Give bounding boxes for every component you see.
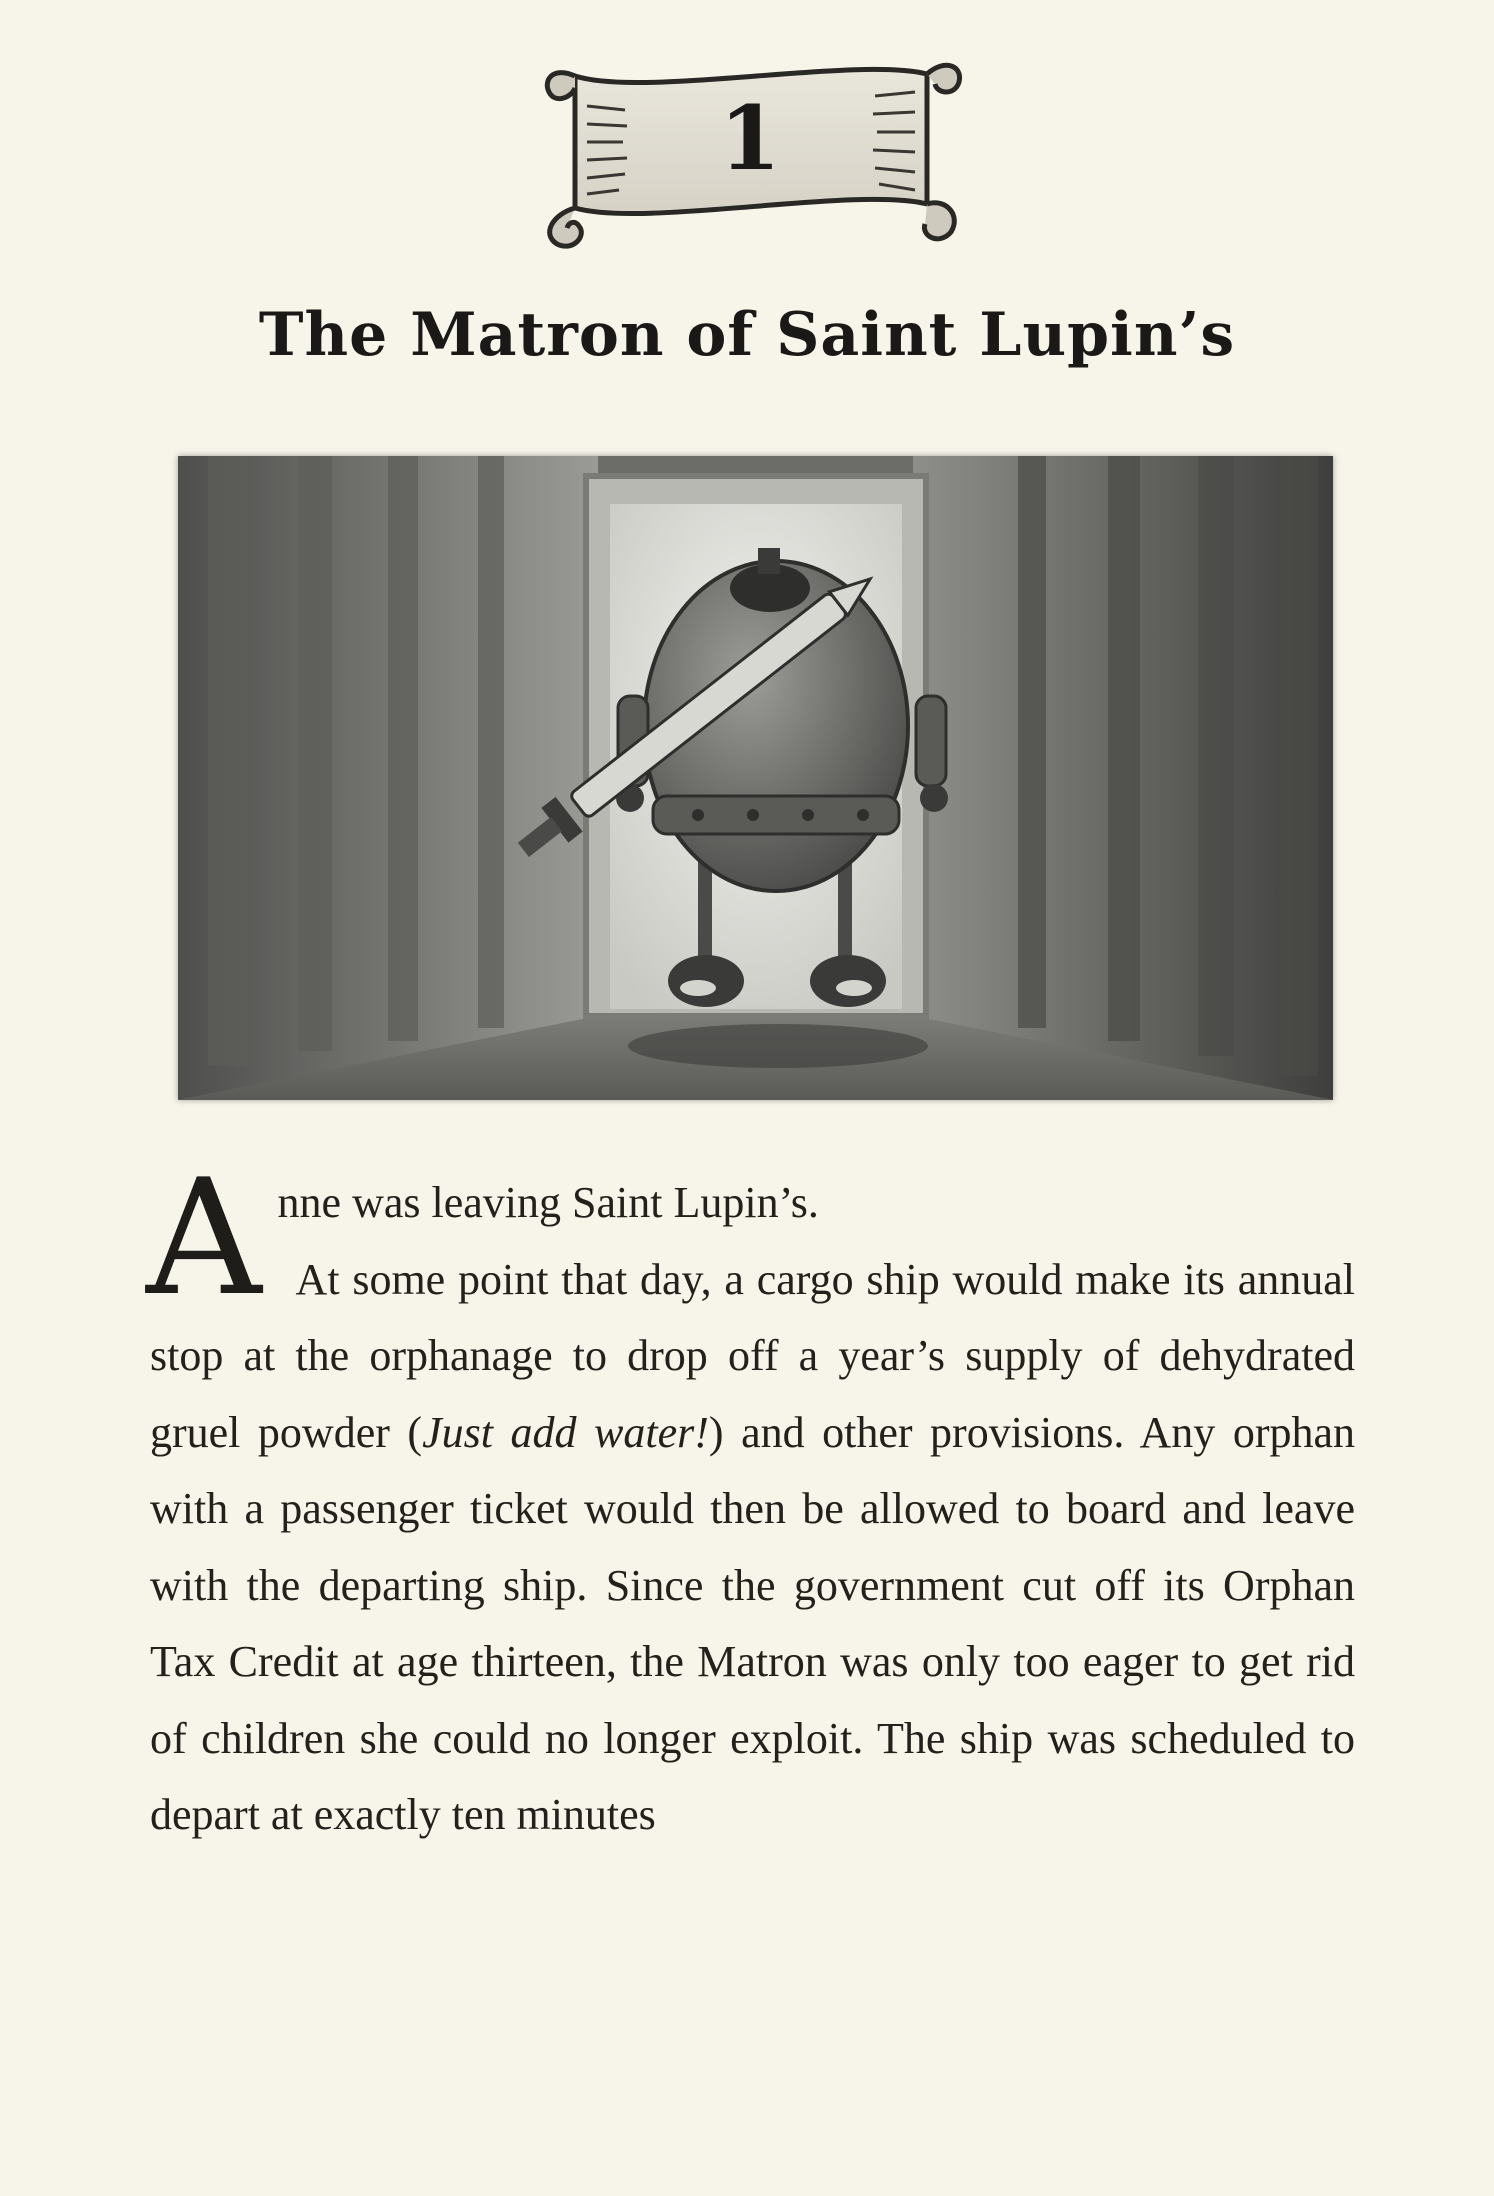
italic-aside: Just add water!: [422, 1407, 709, 1457]
paragraph-text: At some point that day, a cargo ship would make its annual stop at the orphanage to drop off a year’s supply of dehydrated gruel powder (: [150, 1254, 1355, 1457]
matron-robot-illustration-icon: [178, 456, 1333, 1100]
drop-cap: A: [146, 1144, 262, 1331]
chapter-body-text: [146, 1144, 1355, 1854]
chapter-number: 1: [719, 86, 781, 190]
paragraph-text-continued: ) and other provisions. Any orphan with a passenger ticket would then be allowed to board and leave with the departing ship. Since the government cut off its Orphan Tax Credit at age thirteen, the Matron was only too eager to get rid of children she could no longer exploit. The ship was scheduled to depart at exactly ten minutes: [150, 1407, 1355, 1839]
chapter-illustration: [178, 456, 1333, 1100]
paragraph-first-line: nne was leaving Saint Lupin’s.: [277, 1178, 819, 1227]
chapter-title: The Matron of Saint Lupin’s: [258, 300, 1236, 370]
chapter-banner: [535, 36, 965, 261]
